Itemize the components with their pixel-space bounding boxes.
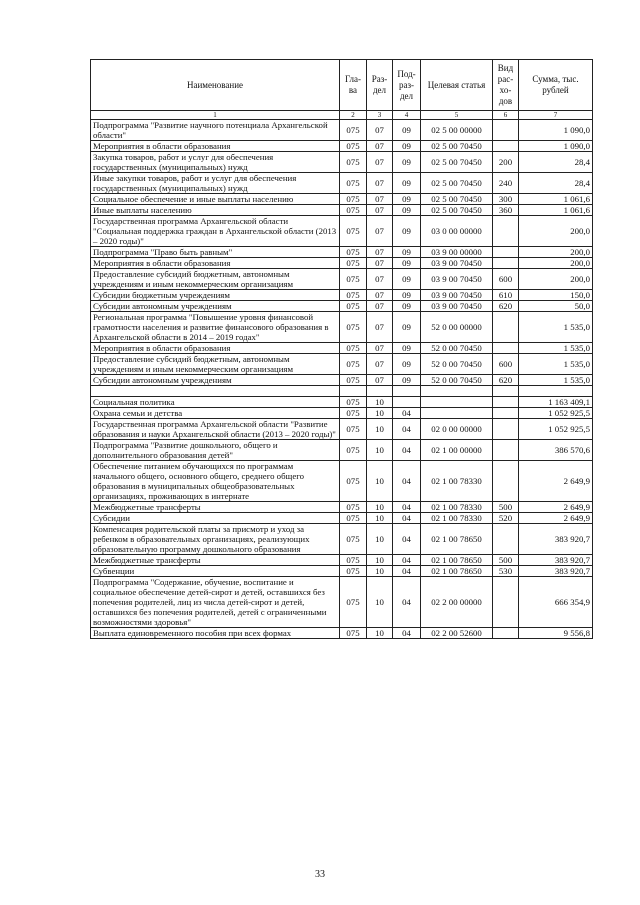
cell-subsection: [393, 386, 421, 397]
cell-target: 02 5 00 00000: [421, 120, 493, 141]
cell-target: 02 1 00 78330: [421, 461, 493, 502]
cell-section: 07: [367, 120, 393, 141]
column-number: 6: [493, 111, 519, 120]
cell-name: Региональная программа "Повышение уровня финансовой грамотности населения и развитие финансового образования в Архангельской области в 2014 – 2019 годах": [91, 312, 340, 343]
table-row: [91, 375, 593, 386]
cell-expense-type: [493, 247, 519, 258]
cell-chapter: 075: [340, 577, 367, 628]
cell-section: 10: [367, 461, 393, 502]
cell-section: 10: [367, 502, 393, 513]
cell-chapter: 075: [340, 216, 367, 247]
cell-chapter: 075: [340, 524, 367, 555]
cell-target: 02 5 00 70450: [421, 141, 493, 152]
cell-expense-type: [493, 120, 519, 141]
table-row: [91, 301, 593, 312]
cell-target: 02 1 00 78330: [421, 502, 493, 513]
table-row: [91, 205, 593, 216]
cell-amount: 28,4: [519, 152, 593, 173]
cell-subsection: 09: [393, 269, 421, 290]
table-row: [91, 566, 593, 577]
table-row: [91, 440, 593, 461]
table-row: [91, 269, 593, 290]
cell-expense-type: [493, 419, 519, 440]
cell-target: 02 2 00 52600: [421, 628, 493, 639]
cell-name: Субсидии автономным учреждениям: [91, 375, 340, 386]
cell-expense-type: [493, 386, 519, 397]
cell-expense-type: [493, 141, 519, 152]
cell-name: Подпрограмма "Развитие дошкольного, общего и дополнительного образования детей": [91, 440, 340, 461]
cell-section: 10: [367, 628, 393, 639]
table-row: [91, 577, 593, 628]
cell-subsection: 09: [393, 141, 421, 152]
cell-section: 07: [367, 247, 393, 258]
cell-target: 52 0 00 70450: [421, 375, 493, 386]
cell-chapter: 075: [340, 397, 367, 408]
cell-name: Мероприятия в области образования: [91, 141, 340, 152]
cell-expense-type: [493, 524, 519, 555]
header-chapter: Гла-ва: [340, 60, 367, 111]
cell-subsection: [393, 397, 421, 408]
cell-amount: 2 649,9: [519, 513, 593, 524]
cell-amount: 1 163 409,1: [519, 397, 593, 408]
cell-name: Закупка товаров, работ и услуг для обеспечения государственных (муниципальных) нужд: [91, 152, 340, 173]
cell-name: Государственная программа Архангельской области "Развитие образования и науки Архангельской области (2013 – 2020 годы)": [91, 419, 340, 440]
cell-section: 10: [367, 440, 393, 461]
cell-chapter: 075: [340, 555, 367, 566]
header-target: Целевая статья: [421, 60, 493, 111]
cell-name: Социальное обеспечение и иные выплаты населению: [91, 194, 340, 205]
table-row: [91, 173, 593, 194]
column-number-row: [91, 111, 593, 120]
cell-name: Подпрограмма "Право быть равным": [91, 247, 340, 258]
cell-subsection: 09: [393, 247, 421, 258]
cell-subsection: 04: [393, 419, 421, 440]
cell-amount: 1 535,0: [519, 312, 593, 343]
cell-subsection: 04: [393, 524, 421, 555]
cell-section: 07: [367, 141, 393, 152]
cell-target: 02 5 00 70450: [421, 205, 493, 216]
cell-expense-type: [493, 343, 519, 354]
cell-chapter: 075: [340, 440, 367, 461]
cell-chapter: 075: [340, 566, 367, 577]
cell-name: Подпрограмма "Развитие научного потенциала Архангельской области": [91, 120, 340, 141]
cell-name: Межбюджетные трансферты: [91, 502, 340, 513]
cell-amount: 1 535,0: [519, 354, 593, 375]
cell-chapter: 075: [340, 290, 367, 301]
cell-amount: 150,0: [519, 290, 593, 301]
cell-section: 10: [367, 524, 393, 555]
cell-section: 10: [367, 397, 393, 408]
cell-name: Подпрограмма "Содержание, обучение, воспитание и социальное обеспечение детей-сирот и детей, оставшихся без попечения родителей, лиц из числа детей-сирот и детей, оставшихся без попечения родителей, детей с ограниченными возможностями здоровья": [91, 577, 340, 628]
cell-chapter: 075: [340, 502, 367, 513]
cell-target: 52 0 00 70450: [421, 354, 493, 375]
cell-subsection: 04: [393, 440, 421, 461]
cell-expense-type: 200: [493, 152, 519, 173]
cell-amount: 200,0: [519, 247, 593, 258]
cell-expense-type: 610: [493, 290, 519, 301]
cell-expense-type: 600: [493, 354, 519, 375]
cell-name: Государственная программа Архангельской области "Социальная поддержка граждан в Архангельской области (2013 – 2020 годы)": [91, 216, 340, 247]
cell-subsection: 04: [393, 555, 421, 566]
cell-chapter: 075: [340, 258, 367, 269]
cell-chapter: 075: [340, 173, 367, 194]
cell-section: 07: [367, 343, 393, 354]
cell-amount: 1 052 925,5: [519, 419, 593, 440]
cell-chapter: 075: [340, 354, 367, 375]
cell-expense-type: 620: [493, 301, 519, 312]
cell-chapter: 075: [340, 408, 367, 419]
cell-amount: 200,0: [519, 216, 593, 247]
cell-section: 07: [367, 173, 393, 194]
cell-section: 07: [367, 312, 393, 343]
table-row: [91, 216, 593, 247]
budget-table: [90, 59, 593, 639]
cell-subsection: 04: [393, 577, 421, 628]
cell-subsection: 04: [393, 461, 421, 502]
table-row: [91, 152, 593, 173]
page-number: 33: [315, 869, 325, 880]
cell-expense-type: [493, 408, 519, 419]
cell-expense-type: 500: [493, 555, 519, 566]
cell-amount: 383 920,7: [519, 524, 593, 555]
cell-subsection: 04: [393, 513, 421, 524]
table-row: [91, 461, 593, 502]
cell-chapter: 075: [340, 343, 367, 354]
table-row: [91, 502, 593, 513]
cell-chapter: 075: [340, 461, 367, 502]
cell-target: 03 9 00 00000: [421, 247, 493, 258]
cell-subsection: 04: [393, 408, 421, 419]
cell-expense-type: 530: [493, 566, 519, 577]
cell-expense-type: 360: [493, 205, 519, 216]
cell-target: 02 1 00 00000: [421, 440, 493, 461]
cell-section: 07: [367, 152, 393, 173]
cell-chapter: 075: [340, 247, 367, 258]
table-row: [91, 555, 593, 566]
cell-name: Обеспечение питанием обучающихся по программам начального общего, основного общего, среднего общего образования в муниципальных общеобразовательных организациях, проживающих в интернате: [91, 461, 340, 502]
cell-target: 02 1 00 78650: [421, 566, 493, 577]
cell-name: Социальная политика: [91, 397, 340, 408]
table-row: [91, 120, 593, 141]
column-number: 1: [91, 111, 340, 120]
cell-chapter: 075: [340, 513, 367, 524]
cell-amount: 666 354,9: [519, 577, 593, 628]
cell-expense-type: [493, 397, 519, 408]
cell-target: 02 1 00 78650: [421, 524, 493, 555]
cell-name: Предоставление субсидий бюджетным, автономным учреждениям и иным некоммерческим организациям: [91, 269, 340, 290]
cell-target: 02 5 00 70450: [421, 173, 493, 194]
cell-expense-type: 300: [493, 194, 519, 205]
cell-section: 07: [367, 375, 393, 386]
header-name: Наименование: [91, 60, 340, 111]
header-amount: Сумма, тыс. рублей: [519, 60, 593, 111]
cell-amount: 1 061,6: [519, 205, 593, 216]
cell-section: 10: [367, 408, 393, 419]
table-row: [91, 312, 593, 343]
cell-amount: 50,0: [519, 301, 593, 312]
cell-target: 02 5 00 70450: [421, 194, 493, 205]
cell-expense-type: 620: [493, 375, 519, 386]
cell-chapter: 075: [340, 120, 367, 141]
table-row: [91, 141, 593, 152]
table-row: [91, 194, 593, 205]
cell-subsection: 09: [393, 354, 421, 375]
cell-subsection: 09: [393, 343, 421, 354]
cell-amount: 2 649,9: [519, 502, 593, 513]
cell-amount: 1 535,0: [519, 375, 593, 386]
cell-subsection: 04: [393, 566, 421, 577]
cell-amount: 200,0: [519, 269, 593, 290]
cell-amount: [519, 386, 593, 397]
cell-name: Охрана семьи и детства: [91, 408, 340, 419]
cell-expense-type: [493, 312, 519, 343]
cell-chapter: 075: [340, 141, 367, 152]
cell-section: [367, 386, 393, 397]
cell-subsection: 04: [393, 502, 421, 513]
cell-amount: 1 535,0: [519, 343, 593, 354]
column-number: 5: [421, 111, 493, 120]
cell-chapter: 075: [340, 375, 367, 386]
cell-name: Субвенции: [91, 566, 340, 577]
cell-name: Субсидии автономным учреждениям: [91, 301, 340, 312]
cell-amount: 200,0: [519, 258, 593, 269]
cell-target: [421, 386, 493, 397]
cell-amount: 383 920,7: [519, 566, 593, 577]
cell-subsection: 09: [393, 152, 421, 173]
cell-chapter: 075: [340, 301, 367, 312]
cell-subsection: 09: [393, 312, 421, 343]
cell-section: 10: [367, 566, 393, 577]
cell-expense-type: [493, 577, 519, 628]
cell-subsection: 09: [393, 216, 421, 247]
cell-chapter: [340, 386, 367, 397]
header-expense-type: Вид рас-хо-дов: [493, 60, 519, 111]
table-row: [91, 524, 593, 555]
table-row: [91, 343, 593, 354]
column-number: 4: [393, 111, 421, 120]
cell-target: 03 9 00 70450: [421, 258, 493, 269]
cell-chapter: 075: [340, 269, 367, 290]
cell-expense-type: [493, 258, 519, 269]
cell-subsection: 09: [393, 120, 421, 141]
table-row: [91, 386, 593, 397]
cell-target: 03 0 00 00000: [421, 216, 493, 247]
column-number: 2: [340, 111, 367, 120]
cell-name: Мероприятия в области образования: [91, 258, 340, 269]
cell-chapter: 075: [340, 152, 367, 173]
table-row: [91, 419, 593, 440]
cell-name: Мероприятия в области образования: [91, 343, 340, 354]
header-row: [91, 60, 593, 111]
header-subsection: Под-раз-дел: [393, 60, 421, 111]
cell-section: 07: [367, 301, 393, 312]
cell-amount: 28,4: [519, 173, 593, 194]
table-row: [91, 513, 593, 524]
cell-amount: 383 920,7: [519, 555, 593, 566]
cell-expense-type: 520: [493, 513, 519, 524]
cell-name: Межбюджетные трансферты: [91, 555, 340, 566]
table-row: [91, 408, 593, 419]
cell-name: Иные закупки товаров, работ и услуг для обеспечения государственных (муниципальных) нужд: [91, 173, 340, 194]
cell-target: 02 5 00 70450: [421, 152, 493, 173]
cell-subsection: 09: [393, 194, 421, 205]
cell-section: 07: [367, 269, 393, 290]
cell-section: 07: [367, 258, 393, 269]
cell-target: 03 9 00 70450: [421, 290, 493, 301]
cell-target: 03 9 00 70450: [421, 301, 493, 312]
cell-target: 02 1 00 78330: [421, 513, 493, 524]
cell-expense-type: [493, 628, 519, 639]
column-number: 7: [519, 111, 593, 120]
cell-amount: 2 649,9: [519, 461, 593, 502]
cell-name: [91, 386, 340, 397]
cell-section: 10: [367, 555, 393, 566]
cell-expense-type: [493, 440, 519, 461]
table-body: [91, 120, 593, 639]
cell-expense-type: [493, 216, 519, 247]
cell-subsection: 04: [393, 628, 421, 639]
cell-section: 07: [367, 354, 393, 375]
cell-name: Субсидии бюджетным учреждениям: [91, 290, 340, 301]
cell-subsection: 09: [393, 290, 421, 301]
cell-amount: 1 090,0: [519, 120, 593, 141]
cell-target: 03 9 00 70450: [421, 269, 493, 290]
cell-target: 02 2 00 00000: [421, 577, 493, 628]
cell-subsection: 09: [393, 258, 421, 269]
cell-expense-type: 600: [493, 269, 519, 290]
cell-section: 07: [367, 216, 393, 247]
cell-expense-type: 240: [493, 173, 519, 194]
cell-amount: 1 061,6: [519, 194, 593, 205]
cell-section: 10: [367, 419, 393, 440]
table-row: [91, 628, 593, 639]
cell-section: 07: [367, 205, 393, 216]
cell-chapter: 075: [340, 194, 367, 205]
cell-amount: 1 090,0: [519, 141, 593, 152]
cell-amount: 9 556,8: [519, 628, 593, 639]
cell-section: 07: [367, 290, 393, 301]
cell-subsection: 09: [393, 301, 421, 312]
cell-chapter: 075: [340, 628, 367, 639]
cell-chapter: 075: [340, 205, 367, 216]
cell-section: 10: [367, 513, 393, 524]
cell-name: Субсидии: [91, 513, 340, 524]
table-row: [91, 290, 593, 301]
header-section: Раз-дел: [367, 60, 393, 111]
cell-name: Выплата единовременного пособия при всех формах: [91, 628, 340, 639]
cell-expense-type: 500: [493, 502, 519, 513]
cell-subsection: 09: [393, 173, 421, 194]
cell-expense-type: [493, 461, 519, 502]
cell-name: Предоставление субсидий бюджетным, автономным учреждениям и иным некоммерческим организациям: [91, 354, 340, 375]
cell-section: 07: [367, 194, 393, 205]
cell-target: 52 0 00 70450: [421, 343, 493, 354]
column-number: 3: [367, 111, 393, 120]
cell-target: 02 0 00 00000: [421, 419, 493, 440]
table-row: [91, 354, 593, 375]
cell-chapter: 075: [340, 312, 367, 343]
cell-target: 02 1 00 78650: [421, 555, 493, 566]
cell-name: Иные выплаты населению: [91, 205, 340, 216]
table-row: [91, 397, 593, 408]
cell-amount: 1 052 925,5: [519, 408, 593, 419]
cell-subsection: 09: [393, 205, 421, 216]
cell-subsection: 09: [393, 375, 421, 386]
cell-target: [421, 397, 493, 408]
table-row: [91, 247, 593, 258]
cell-target: 52 0 00 00000: [421, 312, 493, 343]
cell-section: 10: [367, 577, 393, 628]
cell-name: Компенсация родительской платы за присмотр и уход за ребенком в образовательных организациях, реализующих образовательную программу дошкольного образования: [91, 524, 340, 555]
cell-target: [421, 408, 493, 419]
cell-amount: 386 570,6: [519, 440, 593, 461]
cell-chapter: 075: [340, 419, 367, 440]
table-row: [91, 258, 593, 269]
